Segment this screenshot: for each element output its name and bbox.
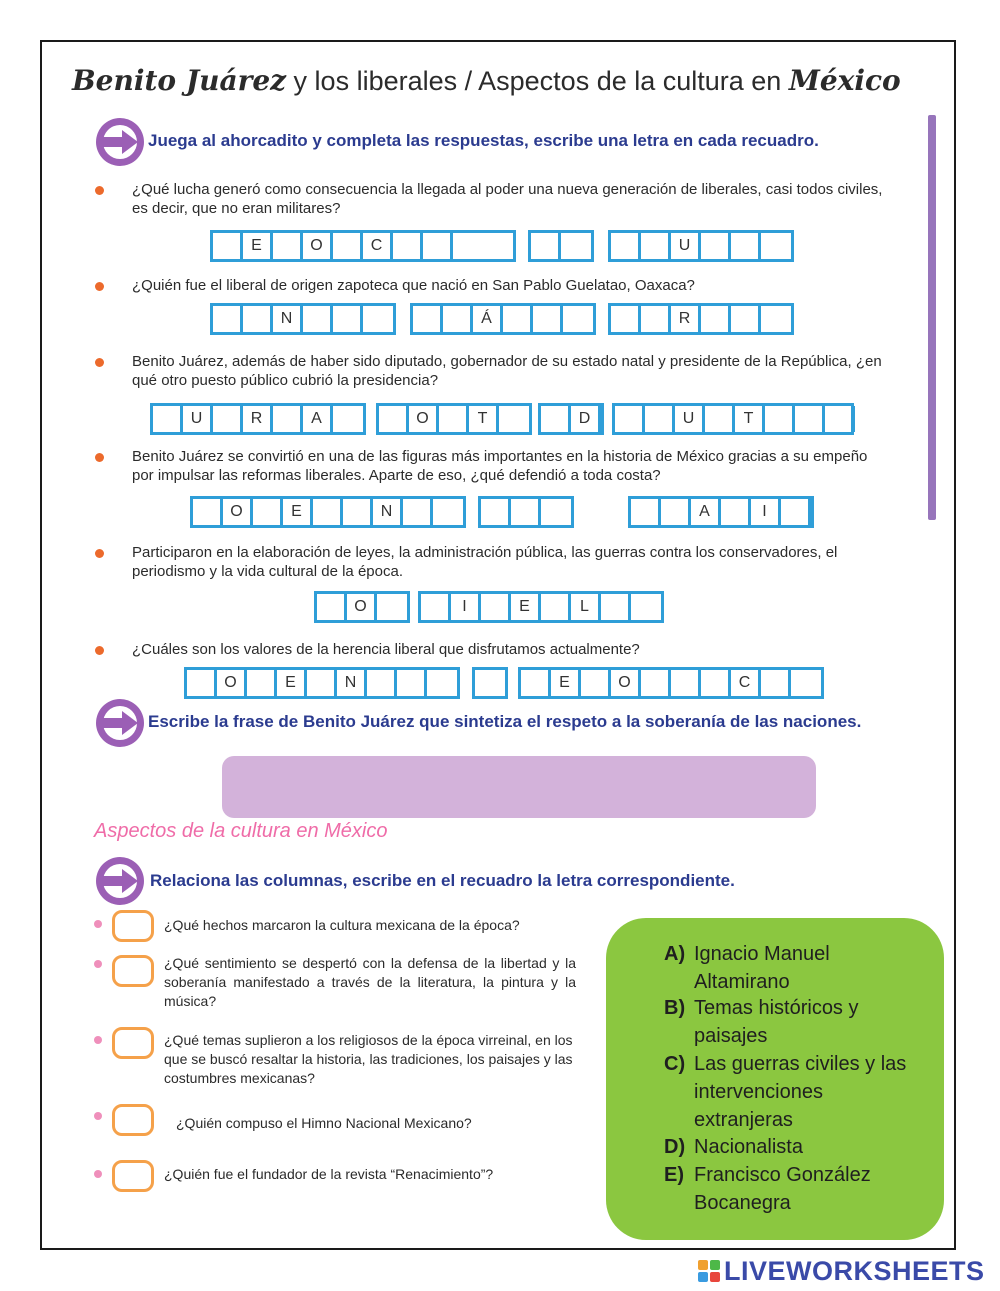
letter-cell[interactable] xyxy=(481,594,511,620)
instruction-relate: Relaciona las columnas, escribe en el recuadro la letra correspondiente. xyxy=(150,871,735,890)
letter-cell-filled: I xyxy=(451,594,481,620)
letter-cell[interactable] xyxy=(313,499,343,525)
letter-cell[interactable] xyxy=(521,670,551,696)
letter-cell-filled: U xyxy=(671,233,701,259)
letter-cell[interactable] xyxy=(631,594,661,620)
option-key: B) xyxy=(664,997,686,1019)
title-end: México xyxy=(788,64,901,97)
letter-cell-filled: D xyxy=(571,406,601,432)
question-2: ¿Quién fue el liberal de origen zapoteca que nació en San Pablo Guelatao, Oaxaca? xyxy=(132,277,695,294)
letter-group xyxy=(538,403,604,435)
answer-row-5 xyxy=(0,591,1000,623)
letter-group xyxy=(518,667,824,699)
letter-cell-filled: E xyxy=(243,233,273,259)
letter-cell[interactable] xyxy=(671,670,701,696)
letter-group xyxy=(190,496,466,528)
option-text: Nacionalista xyxy=(694,1136,803,1158)
match-answer-box-3[interactable] xyxy=(112,1027,154,1059)
question-3: Benito Juárez, además de haber sido diputado, gobernador de su estado natal y presidente de la República, ¿en qué otro puesto público cubrió la presidencia? xyxy=(132,353,882,389)
letter-cell[interactable] xyxy=(427,670,457,696)
bullet-icon xyxy=(95,646,104,655)
letter-cell[interactable] xyxy=(273,406,303,432)
option-key: D) xyxy=(664,1136,686,1158)
answer-row-4 xyxy=(0,496,1000,528)
letter-cell[interactable] xyxy=(403,499,433,525)
letter-group xyxy=(184,667,460,699)
letter-cell-filled: C xyxy=(363,233,393,259)
letter-group xyxy=(608,230,794,262)
letter-cell[interactable] xyxy=(761,306,791,332)
letter-cell[interactable] xyxy=(701,233,731,259)
letter-cell[interactable] xyxy=(631,499,661,525)
letter-cell[interactable] xyxy=(187,670,217,696)
page-title xyxy=(72,64,952,97)
answer-row-3 xyxy=(0,403,1000,435)
bullet-icon xyxy=(94,1036,102,1044)
arrow-right-icon xyxy=(94,855,146,907)
letter-cell[interactable] xyxy=(243,306,273,332)
letter-cell[interactable] xyxy=(499,406,529,432)
letter-cell[interactable] xyxy=(253,499,283,525)
letter-cell[interactable] xyxy=(421,594,451,620)
letter-cell[interactable] xyxy=(443,306,473,332)
match-answer-box-1[interactable] xyxy=(112,910,154,942)
letter-cell[interactable] xyxy=(761,233,791,259)
letter-group xyxy=(376,403,532,435)
letter-cell-filled: U xyxy=(183,406,213,432)
answer-row-2 xyxy=(0,303,1000,335)
bullet-icon xyxy=(94,1112,102,1120)
letter-group xyxy=(628,496,814,528)
match-question-1: ¿Qué hechos marcaron la cultura mexicana de la época? xyxy=(164,917,520,933)
letter-cell[interactable] xyxy=(645,406,675,432)
letter-cell[interactable] xyxy=(721,499,751,525)
letter-cell-filled: N xyxy=(337,670,367,696)
letter-cell-filled: L xyxy=(571,594,601,620)
letter-cell[interactable] xyxy=(393,233,423,259)
letter-cell[interactable] xyxy=(641,233,671,259)
bullet-icon xyxy=(94,920,102,928)
option-c xyxy=(664,1050,924,1134)
letter-cell[interactable] xyxy=(423,233,453,259)
letter-group xyxy=(528,230,594,262)
letter-cell[interactable] xyxy=(213,406,243,432)
logo-squares-icon xyxy=(698,1260,720,1282)
letter-cell[interactable] xyxy=(531,233,561,259)
letter-cell[interactable] xyxy=(413,306,443,332)
letter-cell[interactable] xyxy=(561,233,591,259)
letter-cell[interactable] xyxy=(379,406,409,432)
match-question-4: ¿Quién compuso el Himno Nacional Mexicano? xyxy=(176,1115,472,1131)
letter-cell[interactable] xyxy=(317,594,347,620)
letter-group xyxy=(608,303,794,335)
letter-cell[interactable] xyxy=(615,406,645,432)
option-e xyxy=(664,1161,924,1217)
letter-cell-filled: C xyxy=(731,670,761,696)
option-d xyxy=(664,1133,924,1161)
letter-cell[interactable] xyxy=(433,499,463,525)
letter-cell-filled: U xyxy=(675,406,705,432)
letter-cell-filled: T xyxy=(469,406,499,432)
letter-cell[interactable] xyxy=(333,406,363,432)
letter-cell-filled: E xyxy=(551,670,581,696)
bullet-icon xyxy=(95,282,104,291)
letter-cell[interactable] xyxy=(611,233,641,259)
bullet-icon xyxy=(94,1170,102,1178)
option-key: E) xyxy=(664,1164,684,1186)
title-middle: y los liberales / Aspectos de la cultura en xyxy=(286,66,789,96)
option-key: C) xyxy=(664,1053,686,1075)
letter-cell-filled: E xyxy=(277,670,307,696)
letter-cell[interactable] xyxy=(367,670,397,696)
letter-group xyxy=(478,496,574,528)
option-text: Ignacio Manuel Altamirano xyxy=(694,943,830,993)
letter-cell[interactable] xyxy=(377,594,407,620)
letter-cell[interactable] xyxy=(503,306,533,332)
arrow-right-icon xyxy=(94,697,146,749)
letter-cell-filled: O xyxy=(409,406,439,432)
answer-row-1 xyxy=(0,230,1000,262)
letter-group xyxy=(472,667,508,699)
letter-cell[interactable] xyxy=(701,670,731,696)
letter-cell[interactable] xyxy=(661,499,691,525)
letter-cell[interactable] xyxy=(611,306,641,332)
letter-cell[interactable] xyxy=(781,499,811,525)
letter-cell-filled: E xyxy=(283,499,313,525)
letter-cell[interactable] xyxy=(731,306,761,332)
answer-row-6 xyxy=(0,667,1000,699)
letter-cell[interactable] xyxy=(641,670,671,696)
letter-cell[interactable] xyxy=(581,670,611,696)
letter-cell[interactable] xyxy=(213,233,243,259)
option-a xyxy=(664,940,924,996)
letter-cell[interactable] xyxy=(541,406,571,432)
match-answer-box-4[interactable] xyxy=(112,1104,154,1136)
letter-cell-filled: O xyxy=(223,499,253,525)
letter-cell[interactable] xyxy=(641,306,671,332)
option-text: Las guerras civiles y las intervenciones extranjeras xyxy=(694,1053,907,1131)
letter-cell[interactable] xyxy=(397,670,427,696)
letter-cell[interactable] xyxy=(811,499,841,525)
letter-cell[interactable] xyxy=(343,499,373,525)
match-question-2: ¿Qué sentimiento se despertó con la defensa de la libertad y la soberanía manifestado a través de la literatura, la pintura y la música? xyxy=(164,955,576,1009)
letter-cell[interactable] xyxy=(363,306,393,332)
letter-cell-filled: O xyxy=(611,670,641,696)
letter-cell[interactable] xyxy=(731,233,761,259)
letter-cell-filled: O xyxy=(217,670,247,696)
letter-cell-filled: A xyxy=(691,499,721,525)
letter-cell[interactable] xyxy=(855,406,885,432)
letter-cell-filled: A xyxy=(303,406,333,432)
letter-cell[interactable] xyxy=(541,594,571,620)
letter-cell[interactable] xyxy=(273,233,303,259)
letter-cell-filled: N xyxy=(373,499,403,525)
letter-cell[interactable] xyxy=(439,406,469,432)
phrase-answer-field[interactable] xyxy=(222,756,816,818)
letter-cell[interactable] xyxy=(791,670,821,696)
instruction-phrase: Escribe la frase de Benito Juárez que sintetiza el respeto a la soberanía de las naciones. xyxy=(148,712,862,731)
letter-group xyxy=(410,303,596,335)
letter-cell-filled: I xyxy=(751,499,781,525)
bullet-icon xyxy=(95,549,104,558)
letter-group xyxy=(612,403,854,435)
letter-cell[interactable] xyxy=(333,306,363,332)
letter-cell[interactable] xyxy=(795,406,825,432)
match-question-5: ¿Quién fue el fundador de la revista “Renacimiento”? xyxy=(164,1166,494,1182)
title-name: Benito Juárez xyxy=(72,64,287,97)
option-key: A) xyxy=(664,943,686,965)
letter-cell[interactable] xyxy=(533,306,563,332)
bullet-icon xyxy=(95,453,104,462)
letter-cell-filled: R xyxy=(671,306,701,332)
letter-cell[interactable] xyxy=(761,670,791,696)
match-answer-box-2[interactable] xyxy=(112,955,154,987)
letter-cell[interactable] xyxy=(333,233,363,259)
option-b xyxy=(664,994,924,1050)
letter-cell[interactable] xyxy=(705,406,735,432)
match-answer-box-5[interactable] xyxy=(112,1160,154,1192)
bullet-icon xyxy=(95,186,104,195)
letter-cell-filled: R xyxy=(243,406,273,432)
letter-cell[interactable] xyxy=(481,499,511,525)
bullet-icon xyxy=(95,358,104,367)
letter-group xyxy=(418,591,664,623)
section-title: Aspectos de la cultura en México xyxy=(94,820,388,842)
instruction-hangman: Juega al ahorcadito y completa las respuestas, escribe una letra en cada recuadro. xyxy=(148,131,819,150)
letter-cell[interactable] xyxy=(153,406,183,432)
letter-cell-filled: N xyxy=(273,306,303,332)
match-question-3: ¿Qué temas suplieron a los religiosos de la época virreinal, en los que se buscó resaltar la historia, las tradiciones, los paisajes y las costumbres mexicanas? xyxy=(164,1032,573,1086)
letter-cell[interactable] xyxy=(541,499,571,525)
letter-cell[interactable] xyxy=(701,306,731,332)
letter-cell[interactable] xyxy=(453,233,483,259)
letter-cell-filled: T xyxy=(735,406,765,432)
letter-group xyxy=(210,303,396,335)
liveworksheets-logo xyxy=(698,1256,985,1286)
question-4: Benito Juárez se convirtió en una de las figuras más importantes en la historia de México gracias a su empeño por impulsar las reformas liberales. Aparte de eso, ¿qué defendió a toda costa? xyxy=(132,448,868,484)
letter-cell-filled: O xyxy=(347,594,377,620)
letter-cell[interactable] xyxy=(307,670,337,696)
letter-cell-filled: O xyxy=(303,233,333,259)
letter-cell-filled: E xyxy=(511,594,541,620)
letter-cell[interactable] xyxy=(247,670,277,696)
letter-cell[interactable] xyxy=(193,499,223,525)
letter-cell[interactable] xyxy=(303,306,333,332)
letter-group xyxy=(150,403,366,435)
question-5: Participaron en la elaboración de leyes, la administración pública, las guerras contra los conservadores, el periodismo y la vida cultural de la época. xyxy=(132,544,838,580)
bullet-icon xyxy=(94,960,102,968)
options-panel xyxy=(606,918,944,1240)
letter-cell[interactable] xyxy=(563,306,593,332)
letter-group xyxy=(210,230,516,262)
letter-group xyxy=(314,591,410,623)
logo-text: LIVEWORKSHEETS xyxy=(724,1255,985,1286)
letter-cell[interactable] xyxy=(765,406,795,432)
letter-cell[interactable] xyxy=(601,594,631,620)
option-text: Temas históricos y paisajes xyxy=(694,997,859,1047)
question-1: ¿Qué lucha generó como consecuencia la llegada al poder una nueva generación de liberales, casi todos civiles, es decir, que no eran militares? xyxy=(132,181,883,217)
option-text: Francisco González Bocanegra xyxy=(694,1164,871,1214)
arrow-right-icon xyxy=(94,116,146,168)
letter-cell[interactable] xyxy=(825,406,855,432)
letter-cell[interactable] xyxy=(511,499,541,525)
letter-cell[interactable] xyxy=(213,306,243,332)
letter-cell[interactable] xyxy=(475,670,505,696)
letter-cell-filled: Á xyxy=(473,306,503,332)
question-6: ¿Cuáles son los valores de la herencia liberal que disfrutamos actualmente? xyxy=(132,641,640,658)
